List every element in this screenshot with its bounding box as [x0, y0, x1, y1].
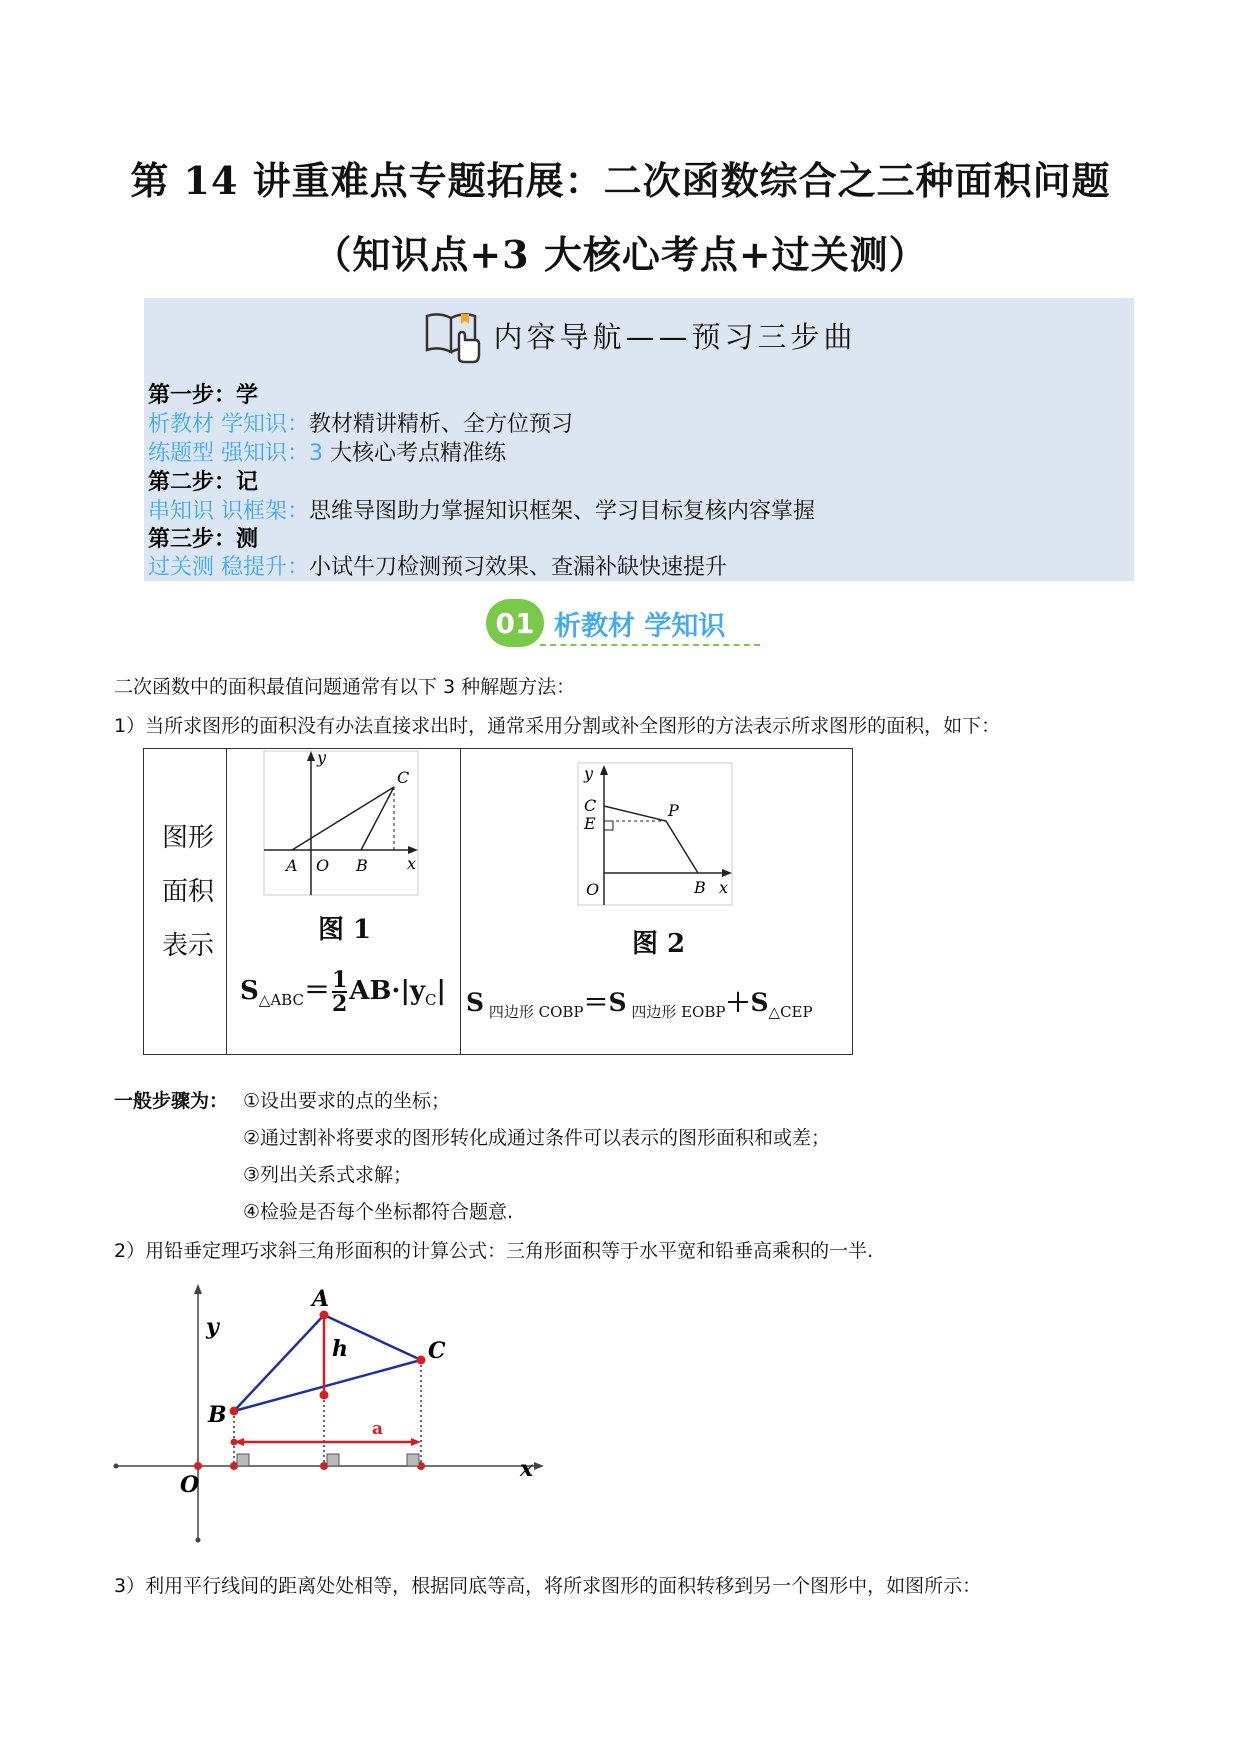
step-3-item-1: 过关测 稳提升：小试牛刀检测预习效果、查漏补缺快速提升 — [148, 555, 728, 580]
svg-text:h: h — [332, 1336, 348, 1362]
general-step-2: ②通过割补将要求的图形转化成通过条件可以表示的图形面积和或差； — [243, 1127, 831, 1149]
svg-text:C: C — [584, 796, 597, 815]
figure-2-caption: 图 2 — [632, 929, 686, 959]
svg-text:C: C — [428, 1338, 446, 1364]
method-1-text: 1）当所求图形的面积没有办法直接求出时，通常采用分割或补全图形的方法表示所求图形的面积，如下： — [114, 715, 1001, 737]
nav-header — [144, 298, 1134, 372]
step-2-title: 第二步：记 — [148, 470, 259, 495]
intro-text: 二次函数中的面积最值问题通常有以下 3 种解题方法： — [114, 676, 576, 698]
figure-3 — [110, 1278, 550, 1548]
row-label-3: 表示 — [161, 931, 214, 961]
formula-1: $S_{\triangle ABC}=$ $\frac{1}{2}$ $AB\cdot|y_C|$ — [240, 967, 446, 1017]
row-label-1: 图形 — [161, 823, 214, 853]
section-badge — [486, 598, 725, 648]
nav-heading: 内容导航——预习三步曲 — [493, 319, 857, 354]
svg-text:x: x — [407, 854, 417, 873]
section-underline — [540, 644, 760, 646]
section-label: 析教材 学知识 — [554, 610, 726, 642]
step-1-item-2: 练题型 强知识：3 大核心考点精准练 — [148, 441, 506, 466]
svg-text:A: A — [312, 1286, 330, 1312]
book-pointer-icon — [421, 306, 485, 364]
svg-text:E: E — [584, 814, 596, 833]
svg-text:A: A — [286, 856, 298, 875]
row-label-2: 面积 — [161, 877, 214, 907]
svg-text:y: y — [584, 764, 594, 783]
svg-text:x: x — [719, 878, 729, 897]
method-3-text: 3）利用平行线间的距离处处相等，根据同底等高，将所求图形的面积转移到另一个图形中，如图所示： — [114, 1575, 982, 1597]
method-2-text: 2）用铅垂定理巧求斜三角形面积的计算公式：三角形面积等于水平宽和铅垂高乘积的一半. — [114, 1240, 874, 1262]
svg-text:P: P — [668, 801, 679, 820]
svg-text:O: O — [316, 856, 330, 875]
svg-text:y: y — [317, 749, 327, 767]
svg-text:x: x — [520, 1456, 534, 1482]
figure-1 — [262, 749, 420, 899]
figure-1-caption: 图 1 — [318, 915, 372, 945]
general-step-4: ④检验是否每个坐标都符合题意. — [243, 1201, 514, 1223]
general-step-3: ③列出关系式求解； — [243, 1164, 413, 1186]
svg-text:y: y — [206, 1314, 219, 1340]
svg-text:a: a — [372, 1419, 384, 1439]
step-1-item-1: 析教材 学知识：教材精讲精析、全方位预习 — [148, 412, 574, 437]
area-representation-table — [143, 748, 853, 1055]
svg-text:O: O — [586, 880, 600, 899]
content-navigation-box — [144, 298, 1134, 581]
step-1-title: 第一步：学 — [148, 383, 259, 408]
section-number: 01 — [486, 599, 544, 647]
step-3-title: 第三步：测 — [148, 527, 259, 552]
svg-text:B: B — [356, 856, 368, 875]
step-2-item-1: 串知识 识框架：思维导图助力掌握知识框架、学习目标复核内容掌握 — [148, 499, 816, 524]
svg-text:C: C — [397, 768, 410, 787]
page-subtitle: （知识点+3 大核心考点+过关测） — [313, 232, 928, 277]
general-steps-label: 一般步骤为： — [114, 1090, 229, 1112]
formula-2: S $_{四边形 COBP}$＝S $_{四边形 EOBP}+S_{\triangle CEP}$ — [466, 988, 813, 1021]
page-title: 第 14 讲重难点专题拓展：二次函数综合之三种面积问题 — [130, 158, 1111, 203]
svg-text:B: B — [208, 1402, 227, 1428]
svg-text:B: B — [694, 878, 706, 897]
svg-text:O: O — [180, 1472, 200, 1498]
general-step-1: ①设出要求的点的坐标； — [243, 1090, 451, 1112]
figure-2 — [576, 761, 736, 911]
